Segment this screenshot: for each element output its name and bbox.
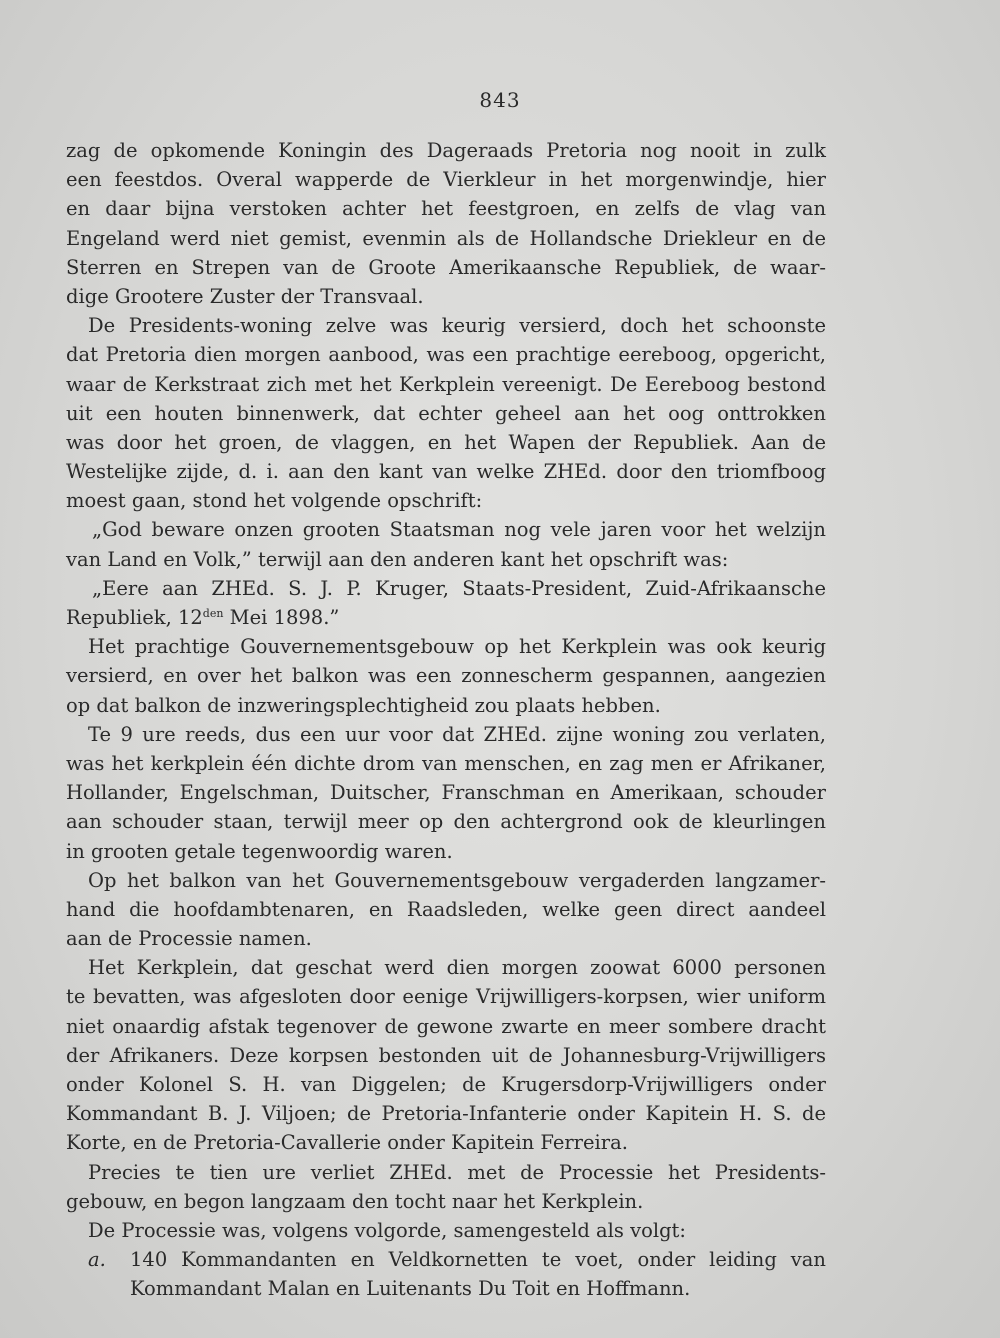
text-line: Op het balkon van het Gouvernementsgebouw vergaderden langzamer-: [88, 868, 826, 892]
text-line: Kommandant B. J. Viljoen; de Pretoria-Infanterie onder Kapitein H. S. de: [66, 1102, 826, 1126]
text-line: Precies te tien ure verliet ZHEd. met de Processie het Presidents-: [88, 1160, 826, 1184]
list-item-continuation: Kommandant Malan en Luitenants Du Toit en Hoffmann.: [130, 1277, 691, 1301]
text-line: Te 9 ure reeds, dus een uur voor dat ZHEd. zijne woning zou verlaten,: [88, 722, 826, 746]
text-line: aan de Processie namen.: [66, 927, 312, 951]
superscript: den: [202, 607, 224, 620]
text-line: uit een houten binnenwerk, dat echter geheel aan het oog onttrokken: [66, 401, 826, 425]
text-line: De Presidents-woning zelve was keurig versierd, doch het schoonste: [88, 314, 826, 338]
text-line: Engeland werd niet gemist, evenmin als de Hollandsche Driekleur en de: [66, 226, 826, 250]
text-line: niet onaardig afstak tegenover de gewone zwarte en meer sombere dracht: [66, 1014, 826, 1038]
text-line: Het prachtige Gouvernementsgebouw op het Kerkplein was ook keurig: [88, 635, 826, 659]
text-line: was door het groen, de vlaggen, en het Wapen der Republiek. Aan de: [66, 430, 826, 454]
text-line: versierd, en over het balkon was een zonnescherm gespannen, aangezien: [66, 664, 826, 688]
text-line: De Processie was, volgens volgorde, samengesteld als volgt:: [88, 1218, 686, 1242]
text-line: dat Pretoria dien morgen aanbood, was een prachtige eereboog, opgericht,: [66, 343, 826, 367]
text-line: der Afrikaners. Deze korpsen bestonden uit de Johannesburg-Vrijwilligers: [66, 1043, 826, 1067]
date-text: Republiek, 12: [66, 606, 203, 629]
text-line: hand die hoofdambtenaren, en Raadsleden, welke geen direct aandeel: [66, 897, 826, 921]
date-text-tail: Mei 1898.”: [223, 606, 340, 629]
text-line: dige Grootere Zuster der Transvaal.: [66, 284, 424, 308]
text-line: waar de Kerkstraat zich met het Kerkplein vereenigt. De Eereboog bestond: [66, 372, 826, 396]
body-text: [66, 136, 826, 1304]
list-marker: a.: [88, 1248, 106, 1272]
text-line: [66, 603, 826, 632]
text-line: Westelijke zijde, d. i. aan den kant van welke ZHEd. door den triomfboog: [66, 460, 826, 484]
text-line: was het kerkplein één dichte drom van menschen, en zag men er Afrikaner,: [66, 751, 826, 775]
text-line: in grooten getale tegenwoordig waren.: [66, 839, 453, 863]
list-item: [66, 1245, 826, 1274]
text-line: en daar bijna verstoken achter het feestgroen, en zelfs de vlag van: [66, 197, 826, 221]
list-item-text: 140 Kommandanten en Veldkornetten te voet, onder leiding van: [130, 1248, 826, 1272]
text-line: onder Kolonel S. H. van Diggelen; de Krugersdorp-Vrijwilligers onder: [66, 1073, 826, 1096]
text-line: Korte, en de Pretoria-Cavallerie onder Kapitein Ferreira.: [66, 1131, 628, 1155]
text-line: aan schouder staan, terwijl meer op den achtergrond ook de kleurlingen: [66, 810, 826, 834]
text-line: moest gaan, stond het volgende opschrift:: [66, 489, 483, 513]
page-number: 843: [479, 88, 521, 112]
text-line: te bevatten, was afgesloten door eenige Vrijwilligers-korpsen, wier uniform: [66, 985, 826, 1009]
text-line: van Land en Volk,” terwijl aan den anderen kant het opschrift was:: [66, 547, 729, 571]
text-line: Hollander, Engelschman, Duitscher, Franschman en Amerikaan, schouder: [66, 781, 826, 805]
text-line: gebouw, en begon langzaam den tocht naar het Kerkplein.: [66, 1189, 644, 1213]
text-line: Het Kerkplein, dat geschat werd dien morgen zoowat 6000 personen: [88, 956, 826, 980]
text-line: een feestdos. Overal wapperde de Vierkleur in het morgenwindje, hier: [66, 168, 826, 192]
quote-line: „God beware onzen grooten Staatsman nog vele jaren voor het welzijn: [92, 518, 826, 542]
quote-line: „Eere aan ZHEd. S. J. P. Kruger, Staats-President, Zuid-Afrikaansche: [92, 576, 826, 600]
text-line: Sterren en Strepen van de Groote Amerikaansche Republiek, de waar-: [66, 255, 826, 279]
text-line: op dat balkon de inzweringsplechtigheid zou plaats hebben.: [66, 693, 661, 717]
text-line: zag de opkomende Koningin des Dageraads Pretoria nog nooit in zulk: [66, 139, 826, 162]
